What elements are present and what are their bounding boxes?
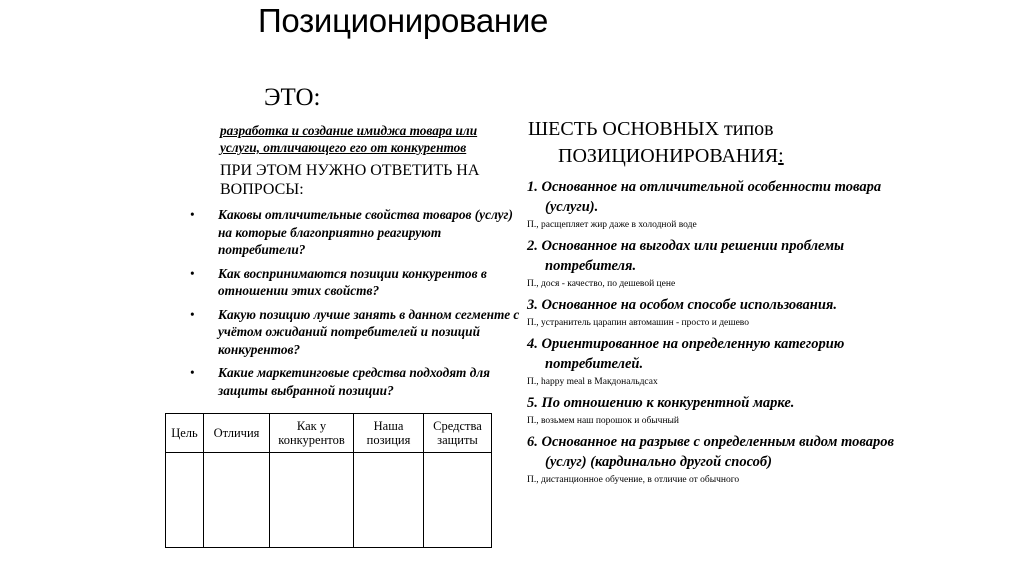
bullet-marker: •: [190, 306, 195, 322]
bullet-marker: •: [190, 207, 195, 222]
table-cell: [166, 453, 204, 548]
table-cell: [270, 453, 354, 548]
type-title: 1. Основанное на отличительной особенности товара (услуги).: [527, 179, 882, 215]
questions-list: [190, 206, 525, 405]
positioning-table: [165, 413, 492, 548]
list-item: [527, 177, 897, 232]
header-protection: Средства защиты: [424, 414, 492, 453]
table-header-row: [166, 414, 492, 453]
list-item: [190, 364, 525, 399]
question-text: Каковы отличительные свойства товаров (услуг) на которые благоприятно реагируют потребители?: [218, 207, 513, 257]
header-differences: Отличия: [204, 414, 270, 453]
header-goal: Цель: [166, 414, 204, 453]
list-item: [190, 306, 525, 359]
type-title: 6. Основанное на разрыве с определенным видом товаров (услуг) (кардинально другой способ): [527, 434, 895, 470]
eto-label: ЭТО:: [264, 84, 321, 111]
table-cell: [204, 453, 270, 548]
type-example: П., расщепляет жир даже в холодной воде: [527, 220, 697, 230]
header-competitors: Как у конкурентов: [270, 414, 354, 453]
definition-text: разработка и создание имиджа товара или услуги, отличающего его от конкурентов: [220, 123, 478, 155]
type-title: 5. По отношению к конкурентной марке.: [527, 395, 795, 411]
list-item: [527, 334, 897, 389]
type-example: П., дося - качество, по дешевой цене: [527, 279, 676, 289]
list-item: [527, 295, 897, 330]
types-heading-line2: ПОЗИЦИОНИРОВАНИЯ:: [558, 145, 784, 167]
question-text: Какие маркетинговые средства подходят для защиты выбранной позиции?: [218, 365, 490, 398]
slide-title: Позиционирование: [258, 2, 549, 39]
types-heading: [528, 116, 878, 170]
bullet-marker: •: [190, 365, 195, 380]
header-our-position: Наша позиция: [354, 414, 424, 453]
question-text: Какую позицию лучше занять в данном сегменте с учётом ожиданий потребителей и позиций конкурентов?: [218, 306, 520, 357]
type-example: П., happy meal в Макдональдсах: [527, 377, 658, 387]
type-example: П., дистанционное обучение, в отличие от обычного: [527, 475, 740, 485]
types-heading-line1: ШЕСТЬ ОСНОВНЫХ типов: [528, 118, 774, 140]
list-item: [527, 393, 897, 428]
types-list: [527, 177, 897, 491]
type-title: 2. Основанное на выгодах или решении проблемы потребителя.: [527, 238, 845, 274]
table-cell: [354, 453, 424, 548]
list-item: [190, 265, 525, 300]
type-title: 3. Основанное на особом способе использования.: [527, 297, 837, 313]
type-title: 4. Ориентированное на определенную категорию потребителей.: [527, 336, 845, 372]
questions-intro: ПРИ ЭТОМ НУЖНО ОТВЕТИТЬ НА ВОПРОСЫ:: [220, 162, 480, 198]
list-item: [527, 236, 897, 291]
table-row: [166, 453, 492, 548]
type-example: П., возьмем наш порошок и обычный: [527, 416, 679, 426]
table-cell: [424, 453, 492, 548]
list-item: [190, 206, 525, 259]
question-text: Как воспринимаются позиции конкурентов в отношении этих свойств?: [218, 265, 487, 298]
type-example: П., устранитель царапин автомашин - просто и дешево: [527, 318, 749, 328]
list-item: [527, 432, 897, 487]
bullet-marker: •: [190, 265, 195, 281]
